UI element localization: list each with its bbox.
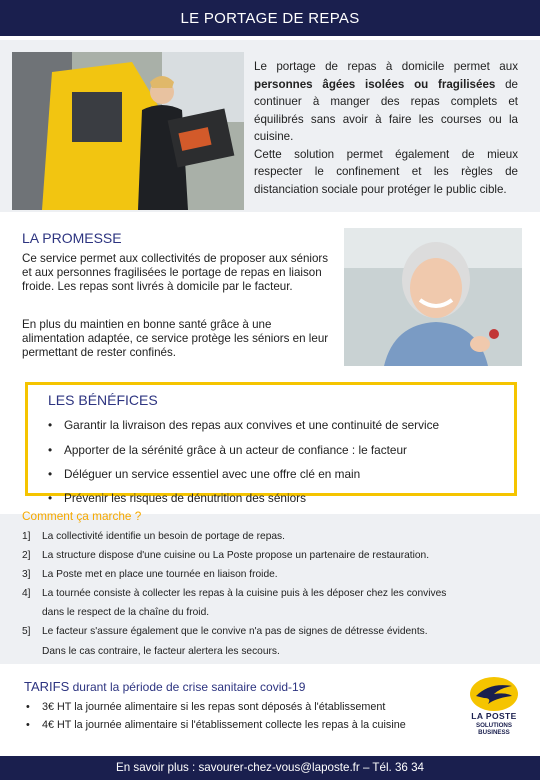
step-item — [22, 626, 428, 637]
bullet-icon: • — [26, 719, 30, 731]
bullet-icon: • — [48, 443, 53, 457]
intro-paragraph — [254, 58, 518, 198]
footer-contact: En savoir plus : savourer-chez-vous@laposte.fr – Tél. 36 34 — [116, 761, 424, 774]
step-number: 3] — [22, 569, 31, 580]
benefit-item — [48, 418, 439, 432]
intro-text-end: de continuer à manger des repas complets et équilibrés sans avoir à faire les courses ou la cuisine. — [254, 77, 518, 143]
postman-delivery-photo — [12, 52, 244, 210]
tarifs-heading — [24, 679, 305, 694]
step-text: La tournée consiste à collecter les repas à la cuisine puis à les déposer chez les convives — [42, 588, 447, 599]
benefit-text: Prévenir les risques de dénutrition des séniors — [64, 491, 306, 505]
benefit-item — [48, 443, 407, 457]
intro-text-bold: personnes âgées isolées ou fragilisées — [254, 77, 496, 91]
how-it-works-heading: Comment ça marche ? — [22, 509, 142, 523]
step-number: 1] — [22, 531, 31, 542]
benefit-item — [48, 491, 306, 505]
logo-text-business: BUSINESS — [478, 729, 510, 736]
bullet-icon: • — [48, 491, 53, 505]
step-text: La Poste met en place une tournée en liaison froide. — [42, 569, 278, 580]
page-title: LE PORTAGE DE REPAS — [180, 10, 360, 27]
intro-text-second: Cette solution permet également de mieux respecter le confinement et les règles de distanciation sociale pour protéger le public cible. — [254, 147, 518, 196]
benefit-text: Déléguer un service essentiel avec une offre clé en main — [64, 467, 361, 481]
tarif-item — [26, 701, 385, 713]
promise-paragraph-2: En plus du maintien en bonne santé grâce à une alimentation adaptée, ce service protège les séniors en leur permettant de rester confinés. — [22, 318, 329, 359]
step-number: 2] — [22, 550, 31, 561]
intro-text-start: Le portage de repas à domicile permet aux — [254, 60, 518, 73]
tarifs-title: TARIFS — [24, 679, 70, 694]
step-number: 4] — [22, 588, 31, 599]
step-text: La structure dispose d'une cuisine ou La Poste propose un partenaire de restauration. — [42, 550, 430, 561]
tarif-text: 4€ HT la journée alimentaire si l'établissement collecte les repas à la cuisine — [42, 719, 406, 731]
benefits-heading: LES BÉNÉFICES — [48, 392, 158, 408]
step-continuation: dans le respect de la chaîne du froid. — [42, 607, 210, 618]
tarif-item — [26, 719, 406, 731]
senior-woman-photo — [344, 228, 522, 366]
benefit-text: Garantir la livraison des repas aux convives et une continuité de service — [64, 418, 440, 432]
promise-heading: LA PROMESSE — [22, 230, 122, 246]
logo-text-solutions: SOLUTIONS — [475, 722, 513, 729]
step-text: La collectivité identifie un besoin de portage de repas. — [42, 531, 285, 542]
step-number: 5] — [22, 626, 31, 637]
tarif-text: 3€ HT la journée alimentaire si les repas sont déposés à l'établissement — [42, 701, 386, 713]
benefit-item — [48, 467, 360, 481]
step-item — [22, 588, 446, 599]
step-item — [22, 569, 278, 580]
tarifs-subtitle: durant la période de crise sanitaire covid-19 — [69, 680, 306, 694]
promise-paragraph-1: Ce service permet aux collectivités de proposer aux séniors et aux personnes fragilisées le portage de repas en liaison froide. Les repas sont livrés à domicile par le facteur. — [22, 252, 329, 293]
bullet-icon: • — [26, 701, 30, 713]
bullet-icon: • — [48, 467, 53, 481]
step-continuation: Dans le cas contraire, le facteur alertera les secours. — [42, 646, 280, 657]
benefit-text: Apporter de la sérénité grâce à un acteur de confiance : le facteur — [64, 443, 407, 457]
step-item — [22, 550, 429, 561]
step-item — [22, 531, 285, 542]
bullet-icon: • — [48, 418, 53, 432]
logo-text-la-poste: LA POSTE — [471, 711, 517, 721]
step-text: Le facteur s'assure également que le convive n'a pas de signes de détresse évidents. — [42, 626, 428, 637]
